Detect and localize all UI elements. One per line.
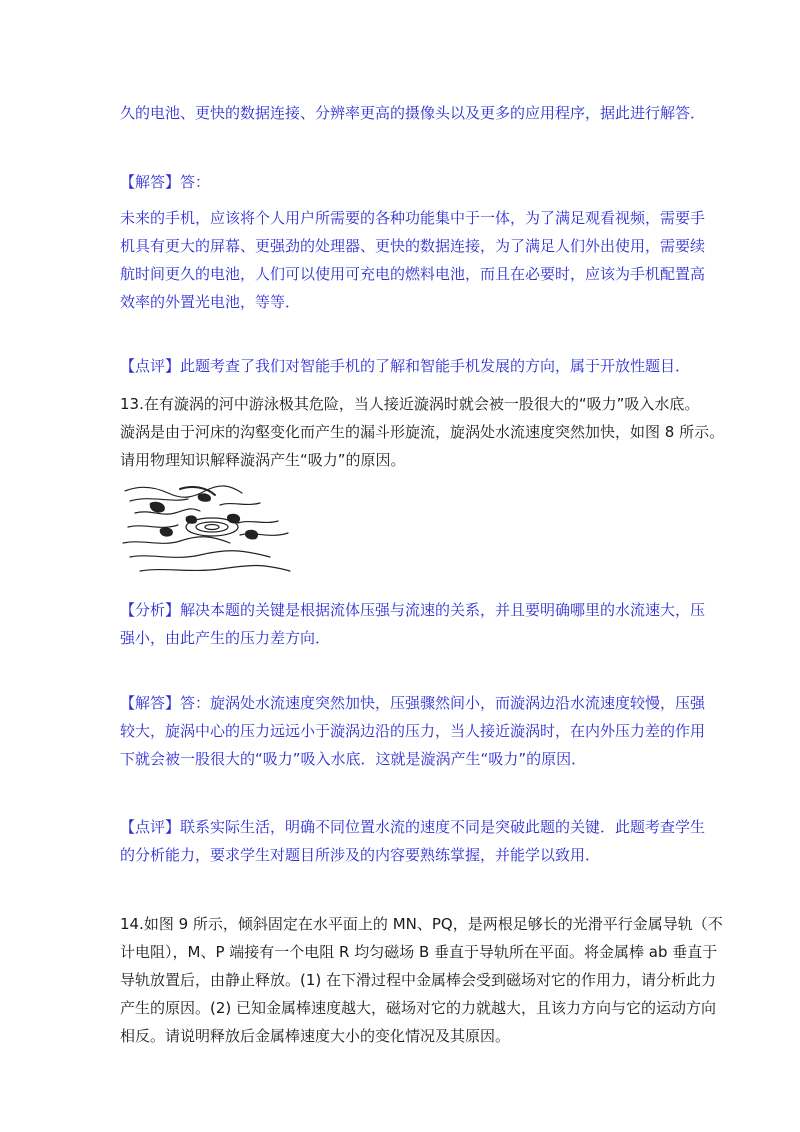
- text-line: 久的电池、更快的数据连接、分辨率更高的摄像头以及更多的应用程序，据此进行解答．: [120, 104, 706, 122]
- question-14: [120, 910, 723, 1050]
- text-line: 请用物理知识解释漩涡产生“吸力”的原因。: [120, 451, 406, 469]
- text-line: 强小，由此产生的压力差方向．: [120, 629, 331, 647]
- text-line: 【点评】此题考查了我们对智能手机的了解和智能手机发展的方向，属于开放性题目．: [120, 357, 691, 375]
- answer-paragraph-13: [120, 689, 706, 773]
- text-line: 相反。请说明释放后金属棒速度大小的变化情况及其原因。: [120, 1027, 511, 1045]
- text-line: 效率的外置光电池，等等．: [120, 293, 301, 311]
- text-line: 导轨放置后，由静止释放。(1) 在下滑过程中金属棒会受到磁场对它的作用力，请分析此力: [120, 971, 717, 989]
- text-line: 下就会被一股很大的“吸力”吸入水底．这就是漩涡产生“吸力”的原因．: [120, 750, 587, 768]
- whirlpool-sketch-icon: [120, 483, 295, 578]
- analysis-paragraph: [120, 596, 706, 652]
- text-line: 产生的原因。(2) 已知金属棒速度越大，磁场对它的力就越大，且该力方向与它的运动方向: [120, 999, 717, 1017]
- text-line: 未来的手机，应该将个人用户所需要的各种功能集中于一体，为了满足观看视频，需要手: [120, 209, 706, 227]
- text-line: 【分析】解决本题的关键是根据流体压强与流速的关系，并且要明确哪里的水流速大，压: [120, 601, 706, 619]
- text-line: 航时间更久的电池，人们可以使用可充电的燃料电池，而且在必要时，应该为手机配置高: [120, 265, 706, 283]
- comment-paragraph-13: [120, 813, 706, 869]
- text-line: 的分析能力，要求学生对题目所涉及的内容要熟练掌握，并能学以致用．: [120, 846, 601, 864]
- question-13: [120, 390, 725, 474]
- text-line: 【解答】答：: [120, 173, 211, 191]
- text-line: 【点评】联系实际生活，明确不同位置水流的速度不同是突破此题的关键．此题考查学生: [120, 818, 706, 836]
- text-line: 较大，旋涡中心的压力远远小于漩涡边沿的压力，当人接近漩涡时，在内外压力差的作用: [120, 722, 706, 740]
- text-line: 13.在有漩涡的河中游泳极其危险，当人接近漩涡时就会被一股很大的“吸力”吸入水底。: [120, 395, 700, 413]
- answer-heading: [120, 168, 690, 196]
- text-line: 14.如图 9 所示，倾斜固定在水平面上的 MN、PQ，是两根足够长的光滑平行金属导轨（不: [120, 915, 723, 933]
- text-line: 【解答】答：旋涡处水流速度突然加快，压强骤然间小，而漩涡边沿水流速度较慢，压强: [120, 694, 706, 712]
- text-line: 漩涡是由于河床的沟壑变化而产生的漏斗形旋流，旋涡处水流速度突然加快，如图 8 所示。: [120, 423, 725, 441]
- answer-paragraph: [120, 204, 706, 316]
- whirlpool-figure: [120, 483, 295, 578]
- analysis-continuation: [120, 99, 706, 127]
- text-line: 计电阻），M、P 端接有一个电阻 R 均匀磁场 B 垂直于导轨所在平面。将金属棒 ab 垂直于: [120, 943, 718, 961]
- text-line: 机具有更大的屏幕、更强劲的处理器、更快的数据连接，为了满足人们外出使用，需要续: [120, 237, 706, 255]
- comment-paragraph: [120, 352, 690, 380]
